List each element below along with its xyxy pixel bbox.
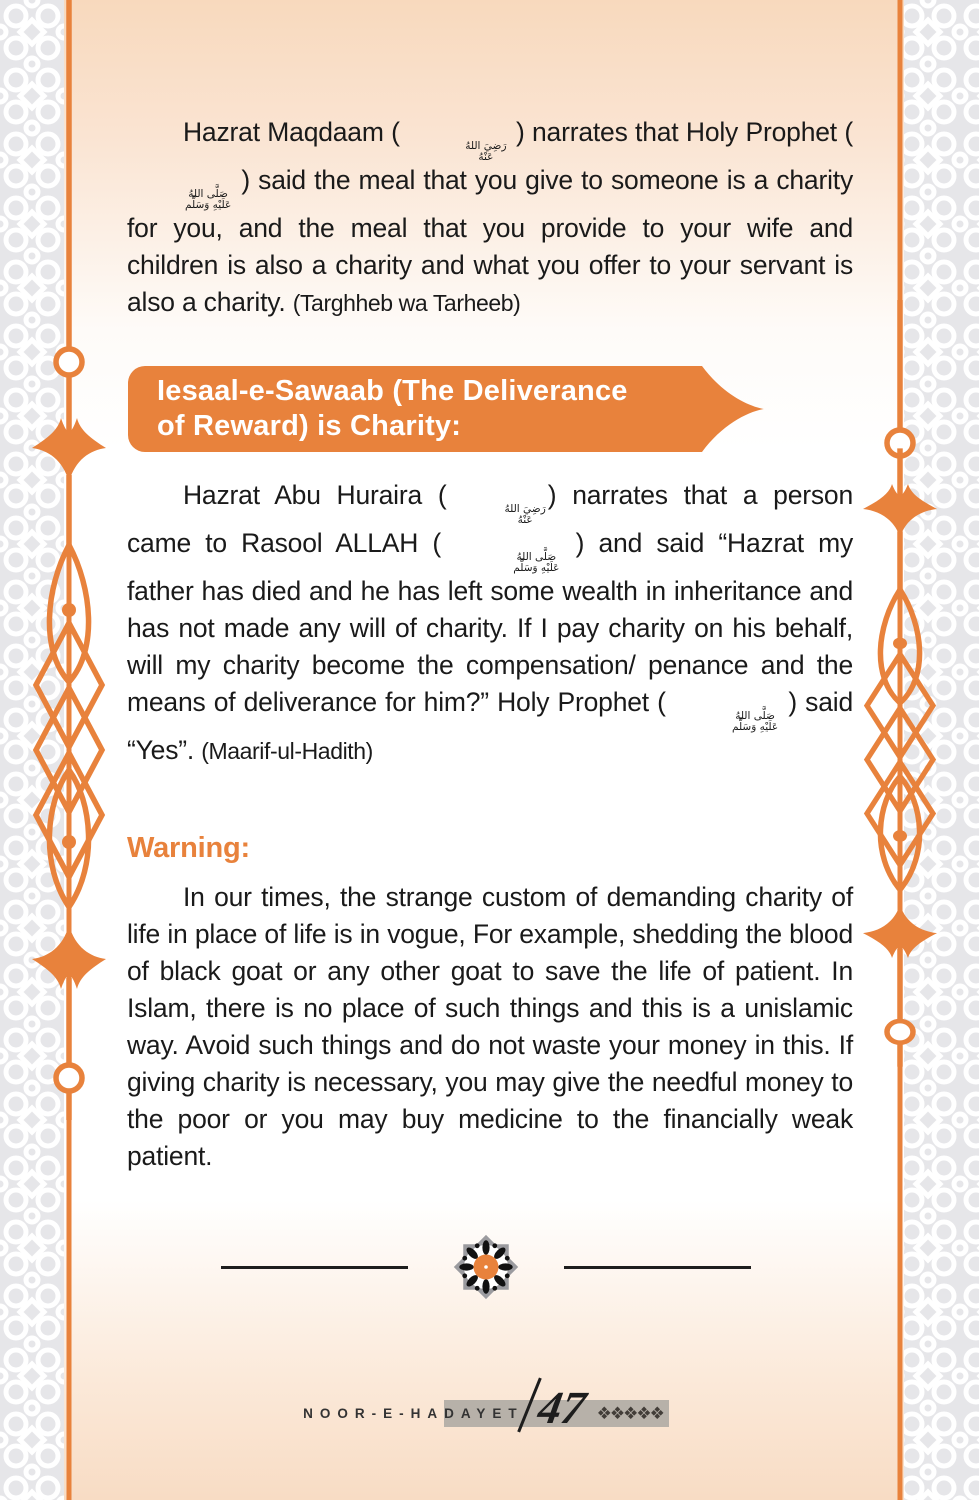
text-run: ) said the meal that you give to someone is a charity for you, and the meal that you provide to your wife and children is also a charity and what you offer to your servant is also a charity. (127, 165, 853, 317)
divider-line-left (221, 1266, 408, 1269)
honorific-ra-icon (409, 141, 506, 162)
page-footer (75, 1381, 897, 1435)
honorific-line: عَلَيْهِ وَسَلَّم (513, 561, 560, 574)
text-run: ) and said “Hazrat my father has died and he has left some wealth in inheritance and has not made any will of charity. If I pay charity on his behalf, will my charity become the compensation/ penance and the means of deliverance for him?” Holy Prophet ( (127, 528, 854, 717)
footer-ornament-band-icon: ❖❖❖❖❖ (596, 1403, 663, 1423)
honorific-line: عَلَيْهِ وَسَلَّم (185, 198, 232, 211)
honorific-saw-icon (129, 189, 231, 210)
citation: (Targhheb wa Tarheeb) (292, 290, 521, 316)
honorific-line: عَلَيْهِ وَسَلَّم (731, 720, 779, 733)
honorific-line: رَضِيَ اللهُ (465, 140, 507, 152)
right-arabesque-strip (904, 0, 979, 1500)
page-content (75, 0, 897, 1500)
paragraph-hadith-2 (127, 477, 853, 770)
section-divider (221, 1231, 751, 1303)
footer-page-number: 47 (534, 1381, 590, 1433)
honorific-ra-icon (448, 504, 545, 525)
warning-heading: Warning: (127, 832, 250, 864)
text-run: Hazrat Maqdaam ( (183, 117, 408, 147)
footer-title-box (444, 1381, 669, 1433)
text-run: ) narrates that Holy Prophet ( (508, 117, 854, 147)
section-heading-text (157, 374, 628, 444)
banner-line-2: of Reward) is Charity: (157, 410, 462, 442)
footer-book-title-part1: NOOR-E-HA (303, 1405, 445, 1421)
footer-book-title-part2: DAYET (444, 1405, 524, 1421)
left-frame-line (67, 0, 72, 1500)
text-run: Hazrat Abu Huraira ( (183, 480, 447, 510)
right-frame-line (898, 0, 903, 1500)
paragraph-hadith-1 (127, 114, 853, 322)
floral-medallion-icon (450, 1231, 522, 1303)
text-run: ) narrates that a person came to Rasool ALLAH ( (127, 480, 853, 558)
divider-line-right (564, 1266, 751, 1269)
honorific-line: صَلَّى اللهُ (188, 188, 228, 200)
honorific-saw-icon (457, 552, 559, 573)
banner-line-1: Iesaal-e-Sawaab (The Deliverance (157, 375, 628, 407)
honorific-line: صَلَّى اللهُ (516, 551, 557, 563)
left-arabesque-strip (0, 0, 64, 1500)
honorific-line: رَضِيَ اللهُ (504, 503, 546, 515)
text-run: ) said “Yes”. (127, 687, 853, 765)
warning-paragraph: In our times, the strange custom of demanding charity of life in place of life is in vogue, For example, shedding the blood of black goat or any other goat to save the life of patient. In Islam, there is no place of such things and this is a unislamic way. Avoid such things and do not waste your money in this. If giving charity is necessary, you may give the needful money to the poor or you may buy medicine to the financially weak patient. (127, 882, 853, 1171)
honorific-saw-icon (676, 711, 778, 732)
honorific-line: عَنْهُ (517, 513, 533, 526)
honorific-line: صَلَّى اللهُ (735, 710, 775, 722)
section-heading-banner (127, 365, 767, 453)
citation: (Maarif-ul-Hadith) (201, 738, 373, 764)
honorific-line: عَنْهُ (478, 150, 494, 163)
